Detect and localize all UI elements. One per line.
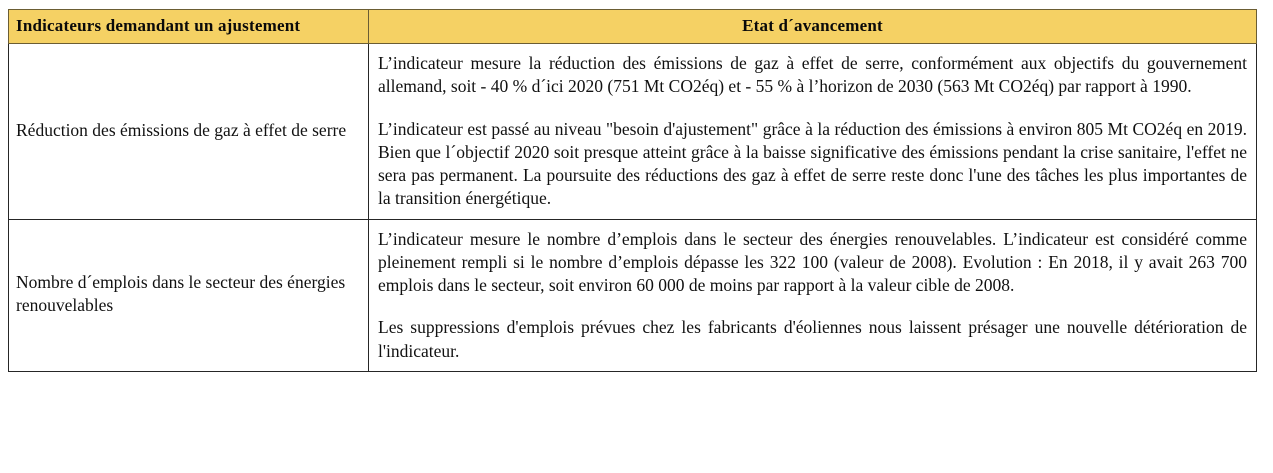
cell-status-description bbox=[369, 219, 1257, 371]
table-row bbox=[9, 219, 1257, 371]
indicator-status-table bbox=[8, 9, 1257, 372]
status-paragraph: L’indicateur est passé au niveau "besoin d'ajustement" grâce à la réduction des émissions à environ 805 Mt CO2éq en 2019. Bien que l´objectif 2020 soit presque atteint grâce à la baisse significative des émissions pendant la crise sanitaire, l'effet ne sera pas permanent. La poursuite des réductions des gaz à effet de serre reste donc l'une des tâches les plus importantes de la transition énergétique. bbox=[378, 118, 1247, 209]
table-header-row bbox=[9, 10, 1257, 44]
table-body bbox=[9, 44, 1257, 372]
column-header-indicator: Indicateurs demandant un ajustement bbox=[9, 10, 369, 44]
status-paragraph: L’indicateur mesure la réduction des émissions de gaz à effet de serre, conformément aux objectifs du gouvernement allemand, soit - 40 % d´ici 2020 (751 Mt CO2éq) et - 55 % à l’horizon de 2030 (563 Mt CO2éq) par rapport à 1990. bbox=[378, 53, 1247, 97]
column-header-status: Etat d´avancement bbox=[369, 10, 1257, 44]
status-paragraph: L’indicateur mesure le nombre d’emplois dans le secteur des énergies renouvelables. L’indicateur est considéré comme pleinement rempli si le nombre d’emplois dépasse les 322 100 (valeur de 2008). Evolution : En 2018, il y avait 263 700 emplois dans le secteur, soit environ 60 000 de moins par rapport à la valeur cible de 2008. bbox=[378, 228, 1247, 296]
table-row bbox=[9, 44, 1257, 220]
status-paragraph: Les suppressions d'emplois prévues chez les fabricants d'éoliennes nous laissent présager une nouvelle détérioration de l'indicateur. bbox=[378, 317, 1247, 361]
cell-status-description bbox=[369, 44, 1257, 220]
table-header bbox=[9, 10, 1257, 44]
cell-indicator-name: Réduction des émissions de gaz à effet de serre bbox=[9, 44, 369, 220]
cell-indicator-name: Nombre d´emplois dans le secteur des énergies renouvelables bbox=[9, 219, 369, 371]
